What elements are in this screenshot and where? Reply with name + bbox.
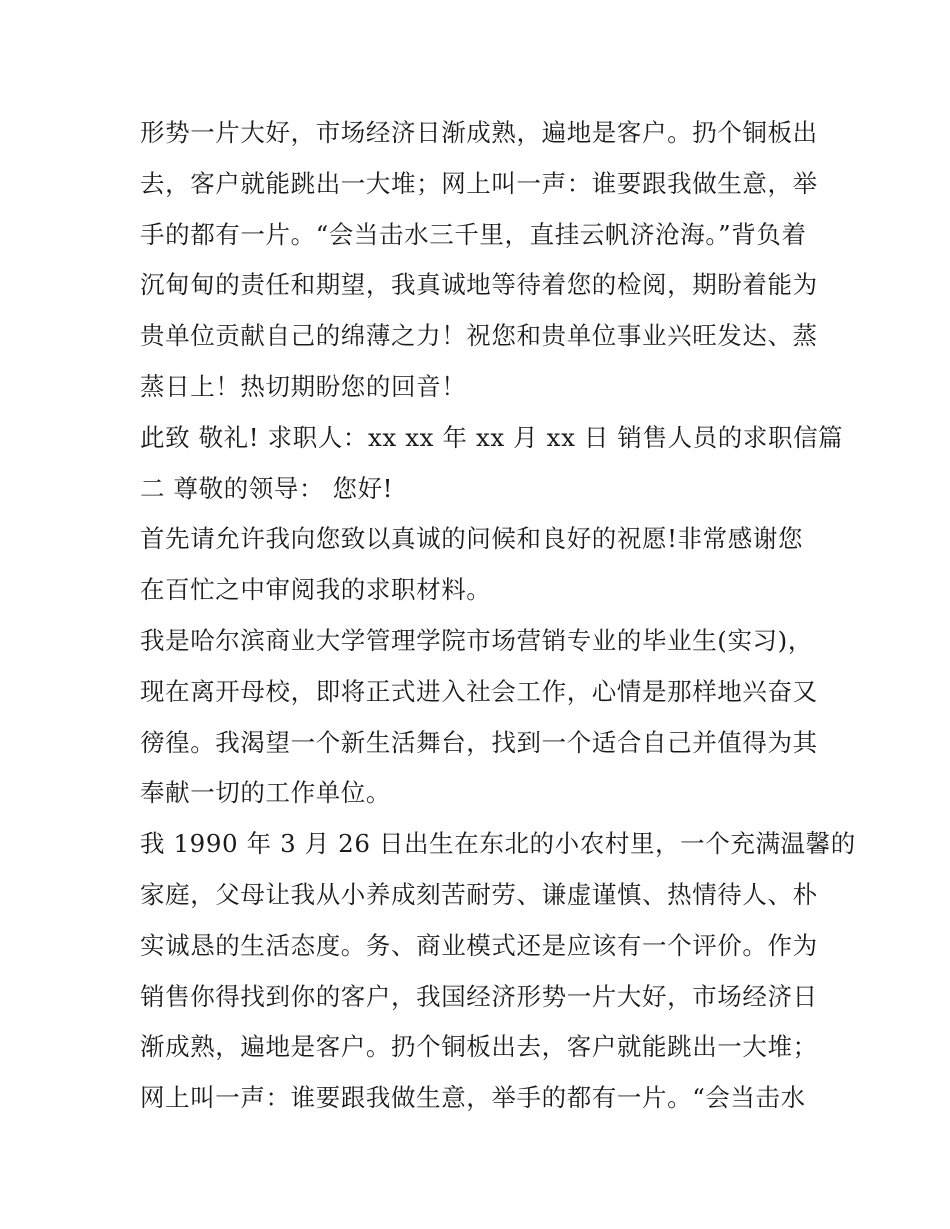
text-line: 现在离开母校，即将正式进入社会工作，心情是那样地兴奋又 [140, 676, 818, 706]
text-line: 我 1990 年 3 月 26 日出生在东北的小农村里，一个充满温馨的 [140, 829, 856, 859]
text-line: 徬徨。我渴望一个新生活舞台，找到一个适合自己并值得为其 [140, 727, 818, 757]
text-line: 贵单位贡献自己的绵薄之力！祝您和贵单位事业兴旺发达、蒸 [140, 321, 818, 351]
text-line: 沉甸甸的责任和期望，我真诚地等待着您的检阅，期盼着能为 [140, 270, 818, 300]
text-line: 在百忙之中审阅我的求职材料。 [140, 575, 492, 605]
text-line: 销售你得找到你的客户，我国经济形势一片大好，市场经济日 [140, 981, 818, 1011]
text-line: 我是哈尔滨商业大学管理学院市场营销专业的毕业生(实习)， [140, 625, 813, 655]
document-body [140, 108, 856, 1124]
text-line: 形势一片大好，市场经济日渐成熟，遍地是客户。扔个铜板出 [140, 118, 818, 147]
text-line: 此致 敬礼! 求职人：xx xx 年 xx 月 xx 日 销售人员的求职信篇 [140, 422, 844, 452]
text-line: 去，客户就能跳出一大堆；网上叫一声：谁要跟我做生意，举 [140, 168, 818, 198]
text-line: 网上叫一声：谁要跟我做生意，举手的都有一片。“会当击水 [140, 1083, 806, 1113]
text-line: 首先请允许我向您致以真诚的问候和良好的祝愿!非常感谢您 [140, 524, 804, 554]
text-line: 奉献一切的工作单位。 [140, 778, 391, 808]
text-line: 蒸日上！热切期盼您的回音！ [140, 371, 467, 401]
text-line: 手的都有一片。“会当击水三千里，直挂云帆济沧海。”背负着 [140, 219, 807, 249]
text-line: 家庭，父母让我从小养成刻苦耐劳、谦虚谨慎、热情待人、朴 [140, 879, 818, 909]
text-line: 实诚恳的生活态度。务、商业模式还是应该有一个评价。作为 [140, 930, 818, 960]
text-line: 渐成熟，遍地是客户。扔个铜板出去，客户就能跳出一大堆； [140, 1032, 818, 1062]
text-line: 二 尊敬的领导： 您好! [140, 473, 394, 503]
